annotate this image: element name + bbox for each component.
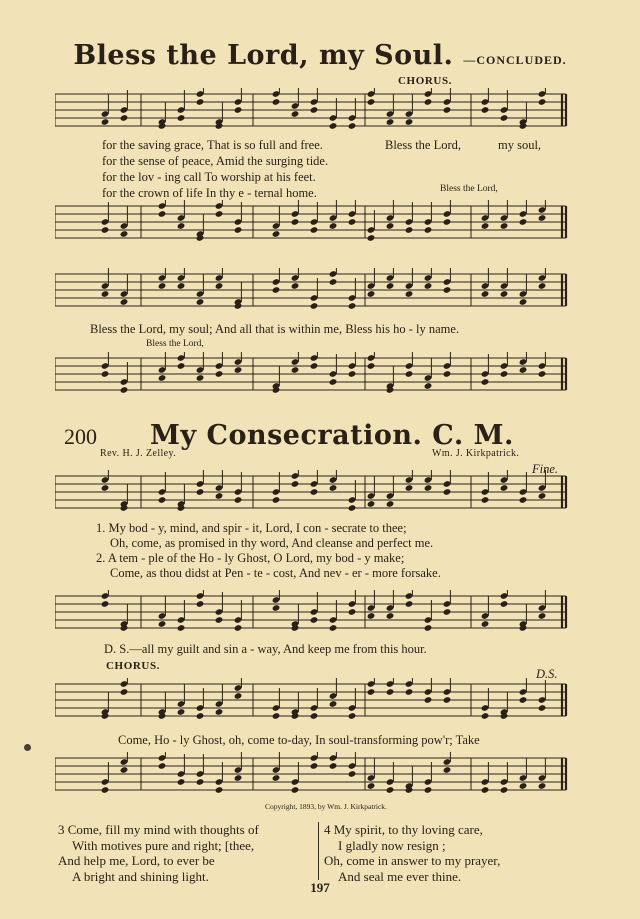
verse-line-1: for the saving grace, That is so full and free. (102, 138, 323, 152)
stanza-4-line-3: Oh, come in answer to my prayer, (324, 853, 501, 868)
bass-cue: Bless the Lord, (440, 184, 498, 194)
page-number: 197 (310, 880, 330, 895)
stanza-4-line-1: 4 My spirit, to thy loving care, (324, 822, 483, 837)
chorus-label: CHORUS. (398, 75, 453, 87)
composer-credit: Wm. J. Kirkpatrick. (432, 448, 520, 459)
verse-number: 1. (96, 521, 106, 535)
chorus-start: Bless the Lord, (385, 138, 462, 152)
verse-line-2: for the sense of peace, Amid the surging tide. (102, 154, 329, 168)
verse-1-line-1 (96, 521, 556, 536)
stanza-3-line-2: With motives pure and right; [thee, (72, 837, 255, 853)
verse-2-line-2 (110, 566, 441, 581)
staff-treble-hymn200 (55, 470, 570, 518)
verse-line-4: for the crown of life In thy e - ternal home. (102, 186, 317, 200)
verse-text: A tem - ple of the Ho - ly Ghost, O Lord, my bod - y make; (107, 551, 405, 565)
staff-treble-chorus (55, 678, 570, 726)
staff-bass-chorus (55, 752, 570, 800)
title-main: Bless the Lord, my Soul. (73, 40, 454, 71)
chorus-label-2: CHORUS. (106, 660, 161, 672)
staff-bass-hymn200 (55, 590, 570, 638)
staff-treble-system1 (55, 88, 570, 136)
verse-1-line-2 (110, 536, 433, 551)
ds-mark: D.S. (536, 667, 558, 681)
ink-dot (24, 744, 31, 751)
verse-number: 2. (96, 551, 106, 565)
stanza-4 (324, 822, 500, 884)
stanza-4-line-4: And seal me ever thine. (338, 868, 462, 884)
stanza-3-line-3: And help me, Lord, to ever be (58, 853, 215, 868)
chorus-lyric: Come, Ho - ly Ghost, oh, come to-day, In soul-transforming pow'r; Take (118, 733, 480, 747)
copyright: Copyright, 1893, by Wm. J. Kirkpatrick. (265, 802, 387, 811)
stanza-3 (58, 822, 259, 884)
hymn-number: 200 (64, 424, 97, 449)
verse-text: My bod - y, mind, and spir - it, Lord, I con - secrate to thee; (108, 521, 407, 535)
staff-treble-system2 (55, 268, 570, 316)
line2-bass-cue: Bless the Lord, (146, 339, 204, 349)
ds-line: D. S.—all my guilt and sin a - way, And keep me from this hour. (104, 642, 427, 656)
stanza-4-line-2: I gladly now resign ; (338, 837, 446, 853)
staff-bass-system1 (55, 200, 570, 248)
chorus-start-2: my soul, (498, 138, 542, 152)
stanza-3-line-1: 3 Come, fill my mind with thoughts of (58, 822, 259, 837)
hymn-title-bless-the-lord (0, 40, 640, 71)
stanza-divider (318, 822, 319, 880)
verse-2-line-1 (96, 551, 404, 566)
staff-bass-system2 (55, 352, 570, 400)
verse-text: Oh, come, as promised in thy word, And cleanse and perfect me. (110, 536, 434, 550)
verse-text: Come, as thou didst at Pen - te - cost, And nev - er - more forsake. (110, 566, 441, 580)
verse-line-3: for the lov - ing call To worship at his feet. (102, 170, 316, 184)
fine-mark: Fine. (532, 462, 559, 476)
author-credit: Rev. H. J. Zelley. (100, 448, 177, 459)
title-concluded: —CONCLUDED. (463, 53, 567, 67)
line2-lyric: Bless the Lord, my soul; And all that is within me, Bless his ho - ly name. (90, 322, 460, 336)
stanza-3-line-4: A bright and shining light. (72, 868, 209, 884)
hymn-title-consecration: My Consecration. C. M. (150, 420, 514, 451)
